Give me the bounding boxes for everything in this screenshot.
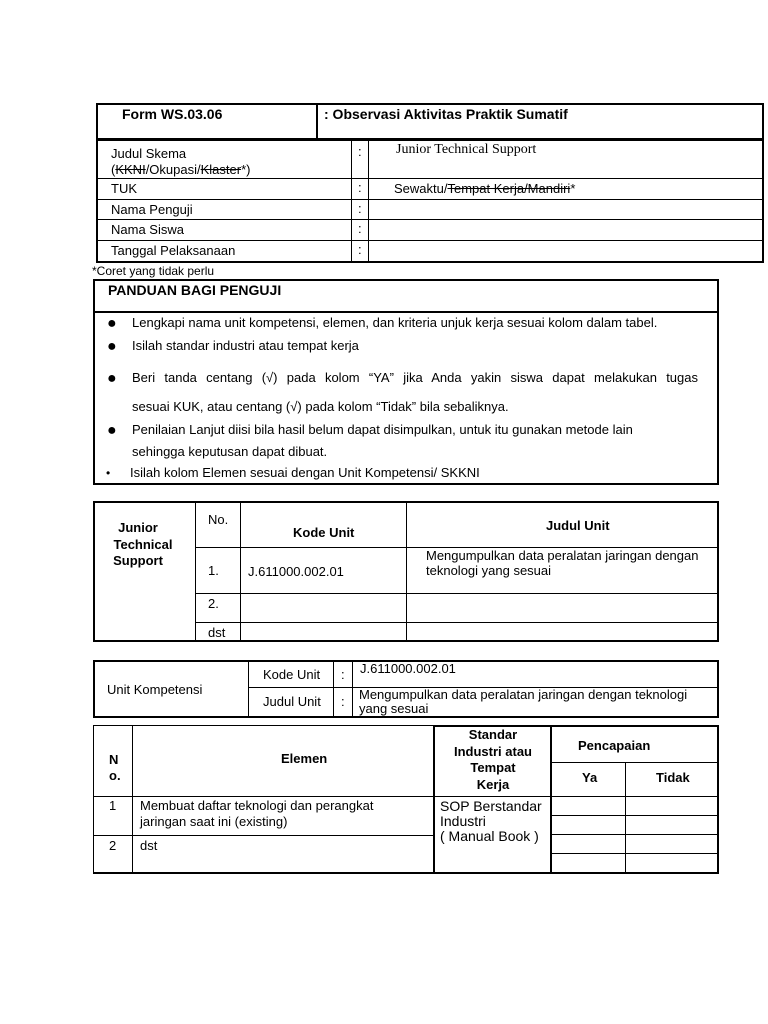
panduan-item-2: Isilah standar industri atau tempat kerja	[132, 338, 359, 353]
el-check-divider-2	[552, 834, 718, 835]
info-col-divider-2	[368, 139, 369, 263]
el-col-divider-3	[550, 725, 552, 873]
klaster-struck: Klaster	[200, 162, 242, 177]
el-check-divider-3	[552, 853, 718, 854]
paren-close: *)	[241, 162, 251, 177]
el-col-divider-1	[132, 725, 133, 873]
el-standar-value-3: ( Manual Book )	[440, 828, 539, 844]
skema-line-3: Support	[113, 553, 163, 568]
panduan-item-3-line2: sesuai KUK, atau centang (√) pada kolom “Tidak” bila sebaliknya.	[132, 399, 509, 414]
uk-kode-value: J.611000.002.01	[360, 661, 456, 676]
unit-col-divider-3	[406, 501, 407, 642]
unit-row-divider-3	[195, 622, 719, 623]
uk-judul-value: Mengumpulkan data peralatan jaringan dengan teknologi yang sesuai	[359, 687, 688, 716]
nama-siswa-label: Nama Siswa	[111, 222, 184, 237]
unit-col-divider-2	[240, 501, 241, 642]
judul-skema-label-2	[111, 162, 250, 178]
bullet-2: ●	[107, 338, 117, 355]
el-tidak-header: Tidak	[656, 770, 690, 785]
judul-skema-value: Junior Technical Support	[396, 142, 537, 157]
bullet-3: ●	[107, 370, 117, 387]
el-left-border	[93, 725, 94, 873]
el-row-2-no: 2	[109, 838, 117, 853]
tuk-label: TUK	[111, 181, 137, 196]
el-col-divider-4	[625, 762, 626, 873]
el-standar-header-1: Standar	[468, 727, 518, 742]
tuk-struck: Tempat Kerja/Mandiri	[447, 181, 571, 196]
el-row-divider-1	[93, 835, 434, 836]
el-row-1-elemen-2: jaringan saat ini (existing)	[140, 814, 288, 829]
el-check-divider-1	[552, 815, 718, 816]
bullet-4: ●	[107, 422, 117, 439]
el-row-2-elemen: dst	[140, 838, 158, 853]
unit-row-1-kode: J.611000.002.01	[248, 564, 344, 579]
unit-col-divider-1	[195, 501, 196, 642]
uk-col-divider-1	[248, 660, 249, 718]
tuk-value	[394, 181, 575, 197]
tuk-asterisk: *	[570, 181, 576, 196]
panduan-title: PANDUAN BAGI PENGUJI	[108, 282, 282, 298]
unit-row-1-no: 1.	[208, 563, 219, 578]
el-no-header-2: o.	[109, 768, 121, 783]
panduan-item-1: Lengkapi nama unit kompetensi, elemen, dan kriteria unjuk kerja sesuai kolom dalam tabel.	[132, 315, 658, 330]
nama-penguji-colon: :	[358, 201, 362, 216]
info-row-divider-2	[96, 199, 764, 200]
el-standar-header-4: Kerja	[476, 777, 510, 792]
unit-kompetensi-label: Unit Kompetensi	[107, 682, 203, 697]
el-pencapaian-header: Pencapaian	[578, 738, 651, 753]
el-standar-value-1: SOP Berstandar	[440, 798, 542, 814]
panduan-title-divider	[93, 311, 719, 313]
unit-row-3-no: dst	[208, 625, 226, 640]
unit-row-divider-2	[195, 593, 719, 594]
tuk-colon: :	[358, 180, 362, 195]
panduan-item-5: Isilah kolom Elemen sesuai dengan Unit Kompetensi/ SKKNI	[130, 465, 480, 480]
el-header-bottom	[93, 796, 719, 797]
el-standar-value-2: Industri	[440, 813, 486, 829]
info-row-divider-1	[96, 178, 764, 179]
el-elemen-header: Elemen	[281, 751, 328, 766]
panduan-item-4-line2: sehingga keputusan dapat dibuat.	[132, 444, 328, 459]
uk-judul-label: Judul Unit	[263, 694, 321, 709]
paren-open: (	[111, 162, 116, 177]
unit-no-header: No.	[208, 512, 229, 527]
uk-col-divider-2	[333, 660, 334, 718]
form-header-divider	[316, 103, 318, 140]
skema-line-1: Junior	[118, 520, 158, 535]
info-col-divider-1	[351, 139, 352, 263]
el-standar-header-3: Tempat	[470, 760, 516, 775]
el-row-1-elemen-1: Membuat daftar teknologi dan perangkat	[140, 798, 374, 813]
el-top-border-left	[93, 725, 433, 726]
el-standar-header-2: Industri atau	[453, 744, 532, 759]
el-pencapaian-divider	[552, 762, 718, 763]
unit-kode-header: Kode Unit	[293, 525, 355, 540]
uk-kode-label: Kode Unit	[263, 667, 321, 682]
el-ya-header: Ya	[582, 770, 598, 785]
unit-judul-header: Judul Unit	[546, 518, 610, 533]
el-no-header-1: N	[109, 752, 119, 767]
okupasi-text: /Okupasi/	[145, 162, 201, 177]
uk-judul-colon: :	[341, 694, 345, 709]
bullet-5: •	[106, 466, 111, 480]
el-row-1-no: 1	[109, 798, 117, 813]
tanggal-colon: :	[358, 242, 362, 257]
uk-kode-colon: :	[341, 667, 345, 682]
unit-row-1-judul: Mengumpulkan data peralatan jaringan dengan teknologi yang sesuai	[426, 548, 699, 578]
judul-skema-colon: :	[358, 144, 362, 159]
uk-col-divider-3	[352, 660, 353, 718]
bullet-1: ●	[107, 315, 117, 332]
unit-row-2-no: 2.	[208, 596, 219, 611]
form-title: : Observasi Aktivitas Praktik Sumatif	[324, 106, 568, 122]
tuk-sewaktu: Sewaktu/	[394, 181, 448, 196]
info-row-divider-3	[96, 219, 764, 220]
footnote: *Coret yang tidak perlu	[92, 264, 215, 278]
nama-siswa-colon: :	[358, 221, 362, 236]
skema-line-2: Technical	[113, 537, 173, 552]
form-code: Form WS.03.06	[122, 106, 223, 122]
el-right-border	[717, 725, 719, 873]
panduan-item-4-line1: Penilaian Lanjut diisi bila hasil belum dapat disimpulkan, untuk itu gunakan metode lain	[132, 422, 633, 437]
info-row-divider-4	[96, 240, 764, 241]
nama-penguji-label: Nama Penguji	[111, 202, 193, 217]
panduan-item-3-line1: Beri tanda centang (√) pada kolom “YA” jika Anda yakin siswa dapat melakukan tugas	[132, 370, 698, 385]
tanggal-label: Tanggal Pelaksanaan	[111, 243, 236, 258]
kkni-struck: KKNI	[115, 162, 146, 177]
judul-skema-label: Judul Skema	[111, 146, 187, 161]
el-col-divider-2	[433, 725, 435, 873]
